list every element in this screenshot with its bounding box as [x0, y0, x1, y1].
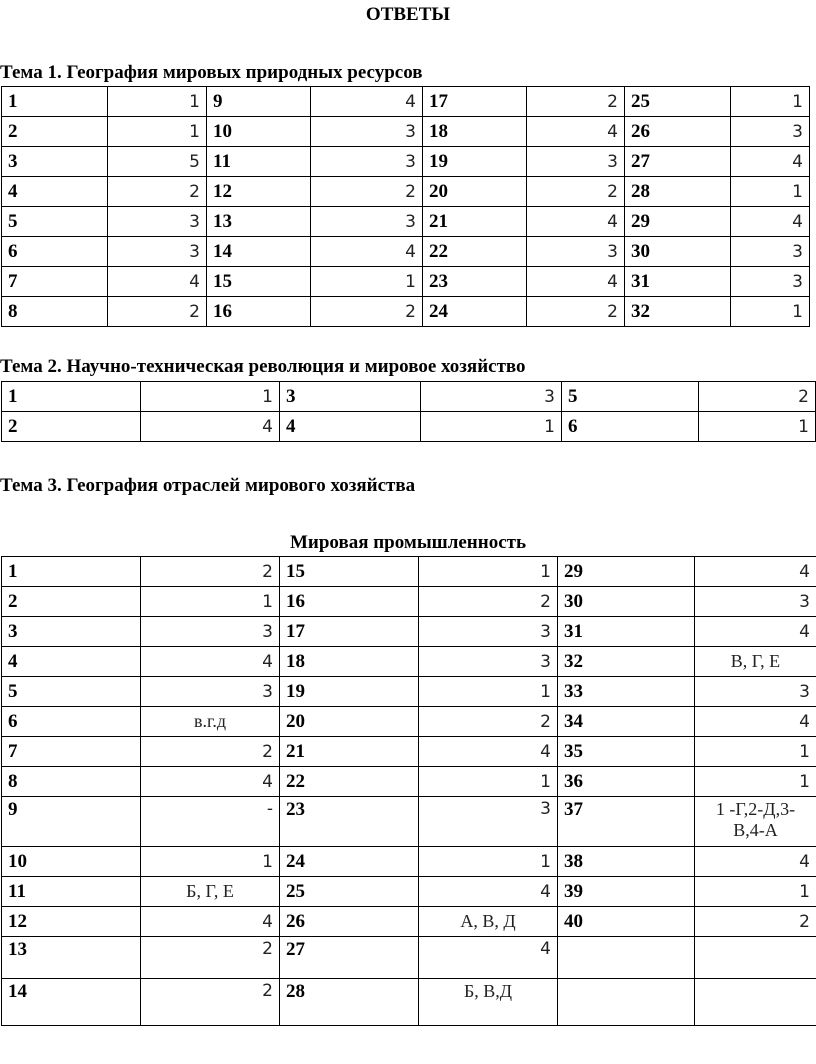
question-number: 16	[280, 587, 419, 617]
answer-cell: 2	[141, 937, 280, 979]
answer-cell: 1	[141, 847, 280, 877]
table-row	[2, 647, 816, 677]
question-number: 25	[625, 87, 731, 117]
answer-cell: 3	[311, 207, 423, 237]
topic3-subtitle: Мировая промышленность	[289, 532, 527, 553]
question-number: 16	[207, 297, 311, 327]
table-row	[2, 877, 816, 907]
topic1-title: Тема 1. География мировых природных ресурсов	[0, 62, 423, 83]
question-number: 24	[280, 847, 419, 877]
answer-cell: 1	[699, 412, 816, 442]
table-row	[2, 587, 816, 617]
question-number: 9	[207, 87, 311, 117]
answer-cell: 4	[419, 937, 558, 979]
answer-cell: 4	[527, 267, 625, 297]
answer-cell: 1	[141, 382, 280, 412]
answer-cell: 1	[419, 677, 558, 707]
answer-cell: 3	[311, 117, 423, 147]
answer-cell: 4	[695, 557, 816, 587]
question-number: 1	[2, 382, 141, 412]
answer-cell: 2	[108, 177, 207, 207]
answer-cell: 3	[527, 147, 625, 177]
question-number: 6	[2, 707, 141, 737]
question-number: 22	[423, 237, 527, 267]
answer-cell: 2	[419, 587, 558, 617]
question-number: 2	[2, 587, 141, 617]
question-number: 36	[558, 767, 695, 797]
answer-cell: 4	[311, 87, 423, 117]
answer-cell: 3	[695, 677, 816, 707]
answer-cell: 3	[731, 237, 810, 267]
answer-cell: 3	[731, 267, 810, 297]
answer-cell: 4	[141, 412, 280, 442]
topic3-title: Тема 3. География отраслей мирового хозяйства	[0, 475, 416, 496]
answer-cell	[695, 979, 816, 1026]
answer-cell: 4	[311, 237, 423, 267]
question-number: 30	[558, 587, 695, 617]
question-number: 1	[2, 87, 108, 117]
question-number: 25	[280, 877, 419, 907]
answer-cell: 2	[527, 87, 625, 117]
table-row	[2, 147, 810, 177]
answer-cell: 4	[141, 907, 280, 937]
question-number: 34	[558, 707, 695, 737]
question-number: 22	[280, 767, 419, 797]
answer-cell: 1	[108, 87, 207, 117]
topic2-title: Тема 2. Научно-техническая революция и мировое хозяйство	[0, 356, 526, 377]
answer-cell: 1	[419, 557, 558, 587]
topic3-answers-table	[1, 556, 816, 1026]
question-number: 4	[2, 177, 108, 207]
question-number: 13	[2, 937, 141, 979]
question-number: 24	[423, 297, 527, 327]
question-number: 12	[2, 907, 141, 937]
table-row	[2, 797, 816, 847]
table-row	[2, 767, 816, 797]
answer-cell: 1	[731, 87, 810, 117]
answer-cell: 2	[419, 707, 558, 737]
question-number: 28	[280, 979, 419, 1026]
question-number: 14	[2, 979, 141, 1026]
answer-cell: 2	[141, 979, 280, 1026]
question-number: 17	[423, 87, 527, 117]
question-number: 32	[558, 647, 695, 677]
question-number: 2	[2, 117, 108, 147]
question-number: 5	[2, 207, 108, 237]
question-number: 3	[2, 617, 141, 647]
question-number: 2	[2, 412, 141, 442]
page-title: ОТВЕТЫ	[365, 4, 451, 25]
answer-cell: 1	[108, 117, 207, 147]
answer-cell: В, Г, Е	[695, 647, 816, 677]
table-row	[2, 207, 810, 237]
question-number: 6	[2, 237, 108, 267]
question-number: 33	[558, 677, 695, 707]
answer-cell: 3	[695, 587, 816, 617]
table-row	[2, 382, 816, 412]
answer-cell: 4	[141, 767, 280, 797]
question-number: 7	[2, 267, 108, 297]
question-number: 21	[280, 737, 419, 767]
answer-cell: 4	[141, 647, 280, 677]
question-number: 29	[558, 557, 695, 587]
question-number: 13	[207, 207, 311, 237]
question-number: 26	[625, 117, 731, 147]
question-number: 29	[625, 207, 731, 237]
question-number: 6	[562, 412, 699, 442]
answer-cell: А, В, Д	[419, 907, 558, 937]
answer-cell: 3	[419, 647, 558, 677]
answer-cell: 2	[311, 177, 423, 207]
answer-cell: 3	[311, 147, 423, 177]
answer-cell	[695, 937, 816, 979]
question-number: 27	[625, 147, 731, 177]
question-number: 15	[280, 557, 419, 587]
question-number: 1	[2, 557, 141, 587]
table-row	[2, 297, 810, 327]
question-number: 32	[625, 297, 731, 327]
question-number: 3	[280, 382, 421, 412]
question-number: 8	[2, 297, 108, 327]
question-number: 23	[280, 797, 419, 847]
question-number: 26	[280, 907, 419, 937]
question-number: 28	[625, 177, 731, 207]
answer-cell: 4	[527, 207, 625, 237]
answer-cell: 4	[731, 147, 810, 177]
answer-cell: 1	[695, 737, 816, 767]
answer-cell: 5	[108, 147, 207, 177]
answer-cell: 2	[141, 557, 280, 587]
question-number: 10	[2, 847, 141, 877]
answer-cell: 2	[141, 737, 280, 767]
table-row	[2, 937, 816, 979]
answer-cell: 4	[419, 737, 558, 767]
table-row	[2, 412, 816, 442]
answer-cell: в.г.д	[141, 707, 280, 737]
question-number: 31	[558, 617, 695, 647]
answer-cell: 1	[695, 767, 816, 797]
answer-cell: 3	[108, 237, 207, 267]
table-row	[2, 847, 816, 877]
table-row	[2, 979, 816, 1026]
question-number: 9	[2, 797, 141, 847]
answer-cell: 3	[421, 382, 562, 412]
answer-cell: 2	[699, 382, 816, 412]
question-number: 5	[562, 382, 699, 412]
question-number: 19	[280, 677, 419, 707]
question-number	[558, 979, 695, 1026]
table-row	[2, 117, 810, 147]
question-number: 27	[280, 937, 419, 979]
question-number: 4	[280, 412, 421, 442]
answer-cell: 1	[419, 767, 558, 797]
question-number	[558, 937, 695, 979]
question-number: 31	[625, 267, 731, 297]
question-number: 3	[2, 147, 108, 177]
table-row	[2, 87, 810, 117]
question-number: 11	[2, 877, 141, 907]
answer-cell: 4	[527, 117, 625, 147]
answer-cell: 2	[527, 177, 625, 207]
question-number: 38	[558, 847, 695, 877]
question-number: 39	[558, 877, 695, 907]
question-number: 37	[558, 797, 695, 847]
question-number: 40	[558, 907, 695, 937]
question-number: 12	[207, 177, 311, 207]
answer-cell: 4	[695, 847, 816, 877]
answer-cell: 1	[695, 877, 816, 907]
question-number: 7	[2, 737, 141, 767]
question-number: 18	[280, 647, 419, 677]
question-number: 5	[2, 677, 141, 707]
question-number: 17	[280, 617, 419, 647]
answer-cell: 3	[141, 677, 280, 707]
answer-cell: 1	[141, 587, 280, 617]
answer-cell: Б, Г, Е	[141, 877, 280, 907]
topic2-answers-table	[1, 381, 816, 442]
answer-cell: 4	[419, 877, 558, 907]
question-number: 10	[207, 117, 311, 147]
answer-cell: 2	[108, 297, 207, 327]
answer-cell: 3	[141, 617, 280, 647]
answer-cell: -	[141, 797, 280, 847]
answer-cell: 3	[527, 237, 625, 267]
answer-cell: 1 -Г,2-Д,3-В,4-А	[695, 797, 816, 847]
answer-cell: 4	[731, 207, 810, 237]
table-row	[2, 677, 816, 707]
answer-cell: Б, В,Д	[419, 979, 558, 1026]
question-number: 11	[207, 147, 311, 177]
topic1-answers-table	[1, 86, 810, 327]
question-number: 30	[625, 237, 731, 267]
table-row	[2, 267, 810, 297]
answer-cell: 3	[419, 797, 558, 847]
question-number: 18	[423, 117, 527, 147]
question-number: 23	[423, 267, 527, 297]
answer-cell: 2	[311, 297, 423, 327]
answer-cell: 4	[695, 617, 816, 647]
table-row	[2, 907, 816, 937]
answer-cell: 4	[108, 267, 207, 297]
answer-cell: 1	[731, 177, 810, 207]
answer-cell: 3	[731, 117, 810, 147]
question-number: 15	[207, 267, 311, 297]
table-row	[2, 617, 816, 647]
answer-cell: 2	[527, 297, 625, 327]
table-row	[2, 707, 816, 737]
question-number: 35	[558, 737, 695, 767]
table-row	[2, 737, 816, 767]
question-number: 14	[207, 237, 311, 267]
answer-cell: 1	[731, 297, 810, 327]
answer-cell: 3	[108, 207, 207, 237]
question-number: 21	[423, 207, 527, 237]
table-row	[2, 237, 810, 267]
question-number: 8	[2, 767, 141, 797]
question-number: 4	[2, 647, 141, 677]
question-number: 20	[423, 177, 527, 207]
answer-cell: 3	[419, 617, 558, 647]
question-number: 20	[280, 707, 419, 737]
table-row	[2, 557, 816, 587]
answer-cell: 4	[695, 707, 816, 737]
answer-cell: 1	[419, 847, 558, 877]
answer-cell: 1	[421, 412, 562, 442]
table-row	[2, 177, 810, 207]
answer-cell: 1	[311, 267, 423, 297]
answer-cell: 2	[695, 907, 816, 937]
question-number: 19	[423, 147, 527, 177]
